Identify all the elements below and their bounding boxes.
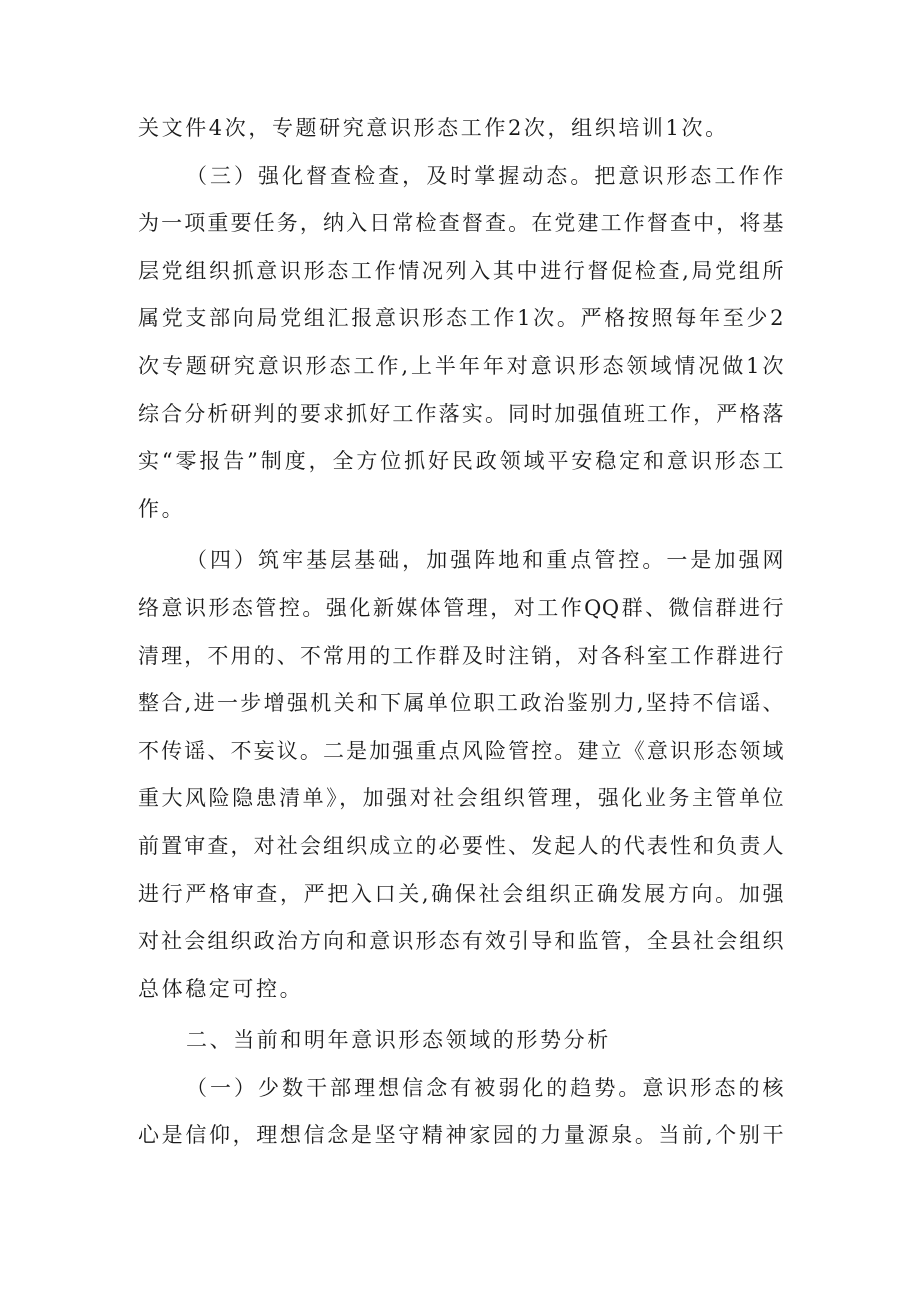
paragraph-line: 清理，不用的、不常用的工作群及时注销，对各科室工作群进行 bbox=[138, 643, 784, 668]
paragraph-line: 前置审查，对社会组织成立的必要性、发起人的代表性和负责人 bbox=[138, 833, 784, 858]
document-page bbox=[138, 113, 784, 1168]
paragraph-line: 对社会组织政治方向和意识形态有效引导和监管，全县社会组织 bbox=[138, 929, 784, 954]
paragraph-line: 实“零报告”制度，全方位抓好民政领域平安稳定和意识形态工 bbox=[138, 449, 784, 474]
paragraph-line: 为一项重要任务，纳入日常检查督查。在党建工作督查中，将基 bbox=[138, 211, 784, 236]
paragraph-line: 总体稳定可控。 bbox=[138, 976, 304, 1001]
paragraph-line: 络意识形态管控。强化新媒体管理，对工作QQ群、微信群进行 bbox=[138, 595, 784, 620]
paragraph-line: 属党支部向局党组汇报意识形态工作1次。严格按照每年至少2 bbox=[138, 306, 784, 331]
subsection-1-heading-line: （一）少数干部理想信念有被弱化的趋势。意识形态的核 bbox=[186, 1075, 784, 1100]
paragraph-line: 次专题研究意识形态工作,上半年年对意识形态领域情况做1次 bbox=[138, 353, 784, 378]
paragraph-line: 关文件4次，专题研究意识形态工作2次，组织培训1次。 bbox=[138, 116, 729, 140]
paragraph-line: 重大风险隐患清单》，加强对社会组织管理，强化业务主管单位 bbox=[138, 786, 784, 811]
paragraph-line: 进行严格审查，严把入口关,确保社会组织正确发展方向。加强 bbox=[138, 881, 784, 906]
section-3-heading-line: （三）强化督查检查，及时掌握动态。把意识形态工作作 bbox=[186, 163, 784, 188]
paragraph-line: 作。 bbox=[138, 496, 186, 521]
paragraph-line: 层党组织抓意识形态工作情况列入其中进行督促检查,局党组所 bbox=[138, 258, 784, 283]
paragraph-line: 综合分析研判的要求抓好工作落实。同时加强值班工作，严格落 bbox=[138, 401, 784, 426]
paragraph-line: 心是信仰，理想信念是坚守精神家园的力量源泉。当前,个别干 bbox=[138, 1123, 784, 1148]
paragraph-line: 不传谣、不妄议。二是加强重点风险管控。建立《意识形态领域 bbox=[138, 738, 784, 763]
paragraph-line: 整合,进一步增强机关和下属单位职工政治鉴别力,坚持不信谣、 bbox=[138, 691, 784, 716]
section-4-heading-line: （四）筑牢基层基础，加强阵地和重点管控。一是加强网 bbox=[186, 548, 784, 573]
section-heading-2: 二、当前和明年意识形态领域的形势分析 bbox=[186, 1028, 611, 1053]
